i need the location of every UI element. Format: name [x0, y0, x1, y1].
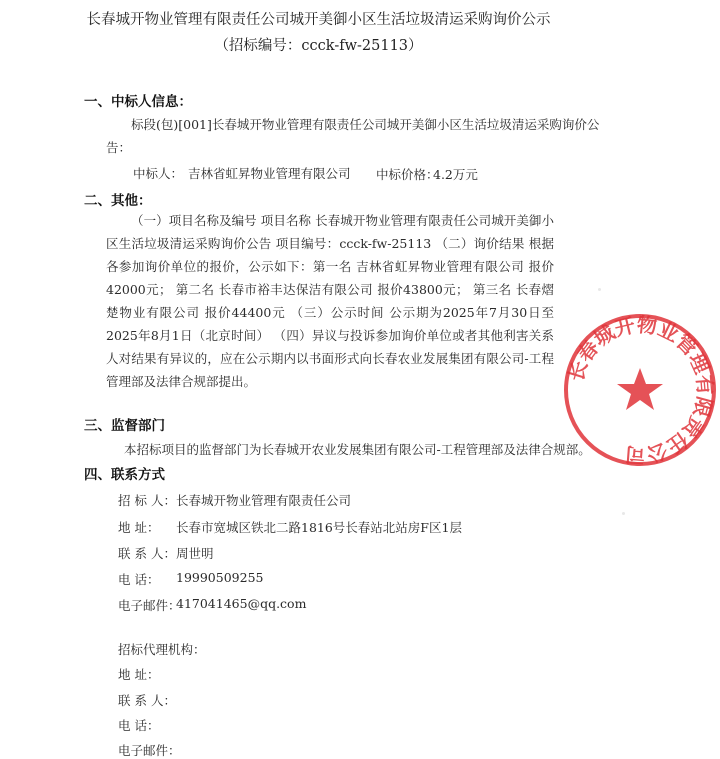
agency-label-person: 联 系 人：: [118, 693, 176, 708]
contact-label-email: 电子邮件：: [118, 598, 181, 613]
section-heading-supervision: 三、监督部门: [84, 418, 165, 434]
seal-star-icon: [617, 368, 663, 410]
agency-label-address: 地 址：: [118, 667, 160, 682]
scan-speckle: [598, 288, 601, 291]
winner-intro-line2: 告：: [106, 140, 132, 155]
contact-label-phone: 电 话：: [118, 572, 160, 587]
section-heading-winner: 一、中标人信息：: [84, 94, 192, 110]
company-seal: [560, 310, 720, 470]
price-label: 中标价格：: [376, 167, 439, 182]
supervision-paragraph: 本招标项目的监督部门为长春城开农业发展集团有限公司-工程管理部及法律合规部。: [124, 442, 591, 457]
scan-speckle: [622, 512, 625, 515]
agency-label-email: 电子邮件：: [118, 743, 181, 758]
contact-label-address: 地 址：: [118, 520, 160, 535]
winner-label: 中标人：: [133, 166, 184, 181]
other-paragraph: （一）项目名称及编号 项目名称 长春城开物业管理有限责任公司城开美御小区生活垃圾清运采购询价公告 项目编号：ccck-fw-25113 （二）询价结果 根据各参加询价单位的报价，公示如下：第一名 吉林省虹昇物业管理有限公司 报价42000元； 第二名 长春市裕丰达保洁有限公司 报价43800元； 第三名 长春熠楚物业有限公司 报价44400元 （三）公示时间 公示期为2025年7月30日至2025年8月1日（北京时间） （四）异议与投诉参加询价单位或者其他利害关系人对结果有异议的，应在公示期内以书面形式向长春农业发展集团有限公司-工程管理部及法律合规部提出。: [106, 213, 554, 389]
section-heading-other: 二、其他：: [84, 193, 152, 209]
agency-heading: 招标代理机构：: [118, 642, 206, 657]
contact-value-email: 417041465@qq.com: [176, 596, 307, 611]
agency-label-phone: 电 话：: [118, 718, 160, 733]
bid-number: （招标编号：ccck-fw-25113）: [214, 38, 423, 54]
contact-value-person: 周世明: [176, 546, 214, 561]
contact-value-phone: 19990509255: [176, 570, 264, 585]
contact-label-tenderer: 招 标 人：: [118, 493, 176, 508]
price-value: 4.2万元: [433, 167, 478, 182]
section-heading-contact: 四、联系方式: [84, 467, 165, 483]
winner-intro-line1: 标段(包)[001]长春城开物业管理有限责任公司城开美御小区生活垃圾清运采购询价公: [131, 117, 600, 132]
contact-value-tenderer: 长春城开物业管理有限责任公司: [176, 493, 352, 508]
document-title: 长春城开物业管理有限责任公司城开美御小区生活垃圾清运采购询价公示: [86, 12, 551, 28]
winner-name: 吉林省虹昇物业管理有限公司: [188, 166, 351, 181]
contact-value-address: 长春市宽城区铁北二路1816号长春站北站房F区1层: [176, 520, 462, 535]
contact-label-person: 联 系 人：: [118, 546, 176, 561]
seal-text: 长春城开物业管理有限责任公司: [563, 312, 718, 468]
